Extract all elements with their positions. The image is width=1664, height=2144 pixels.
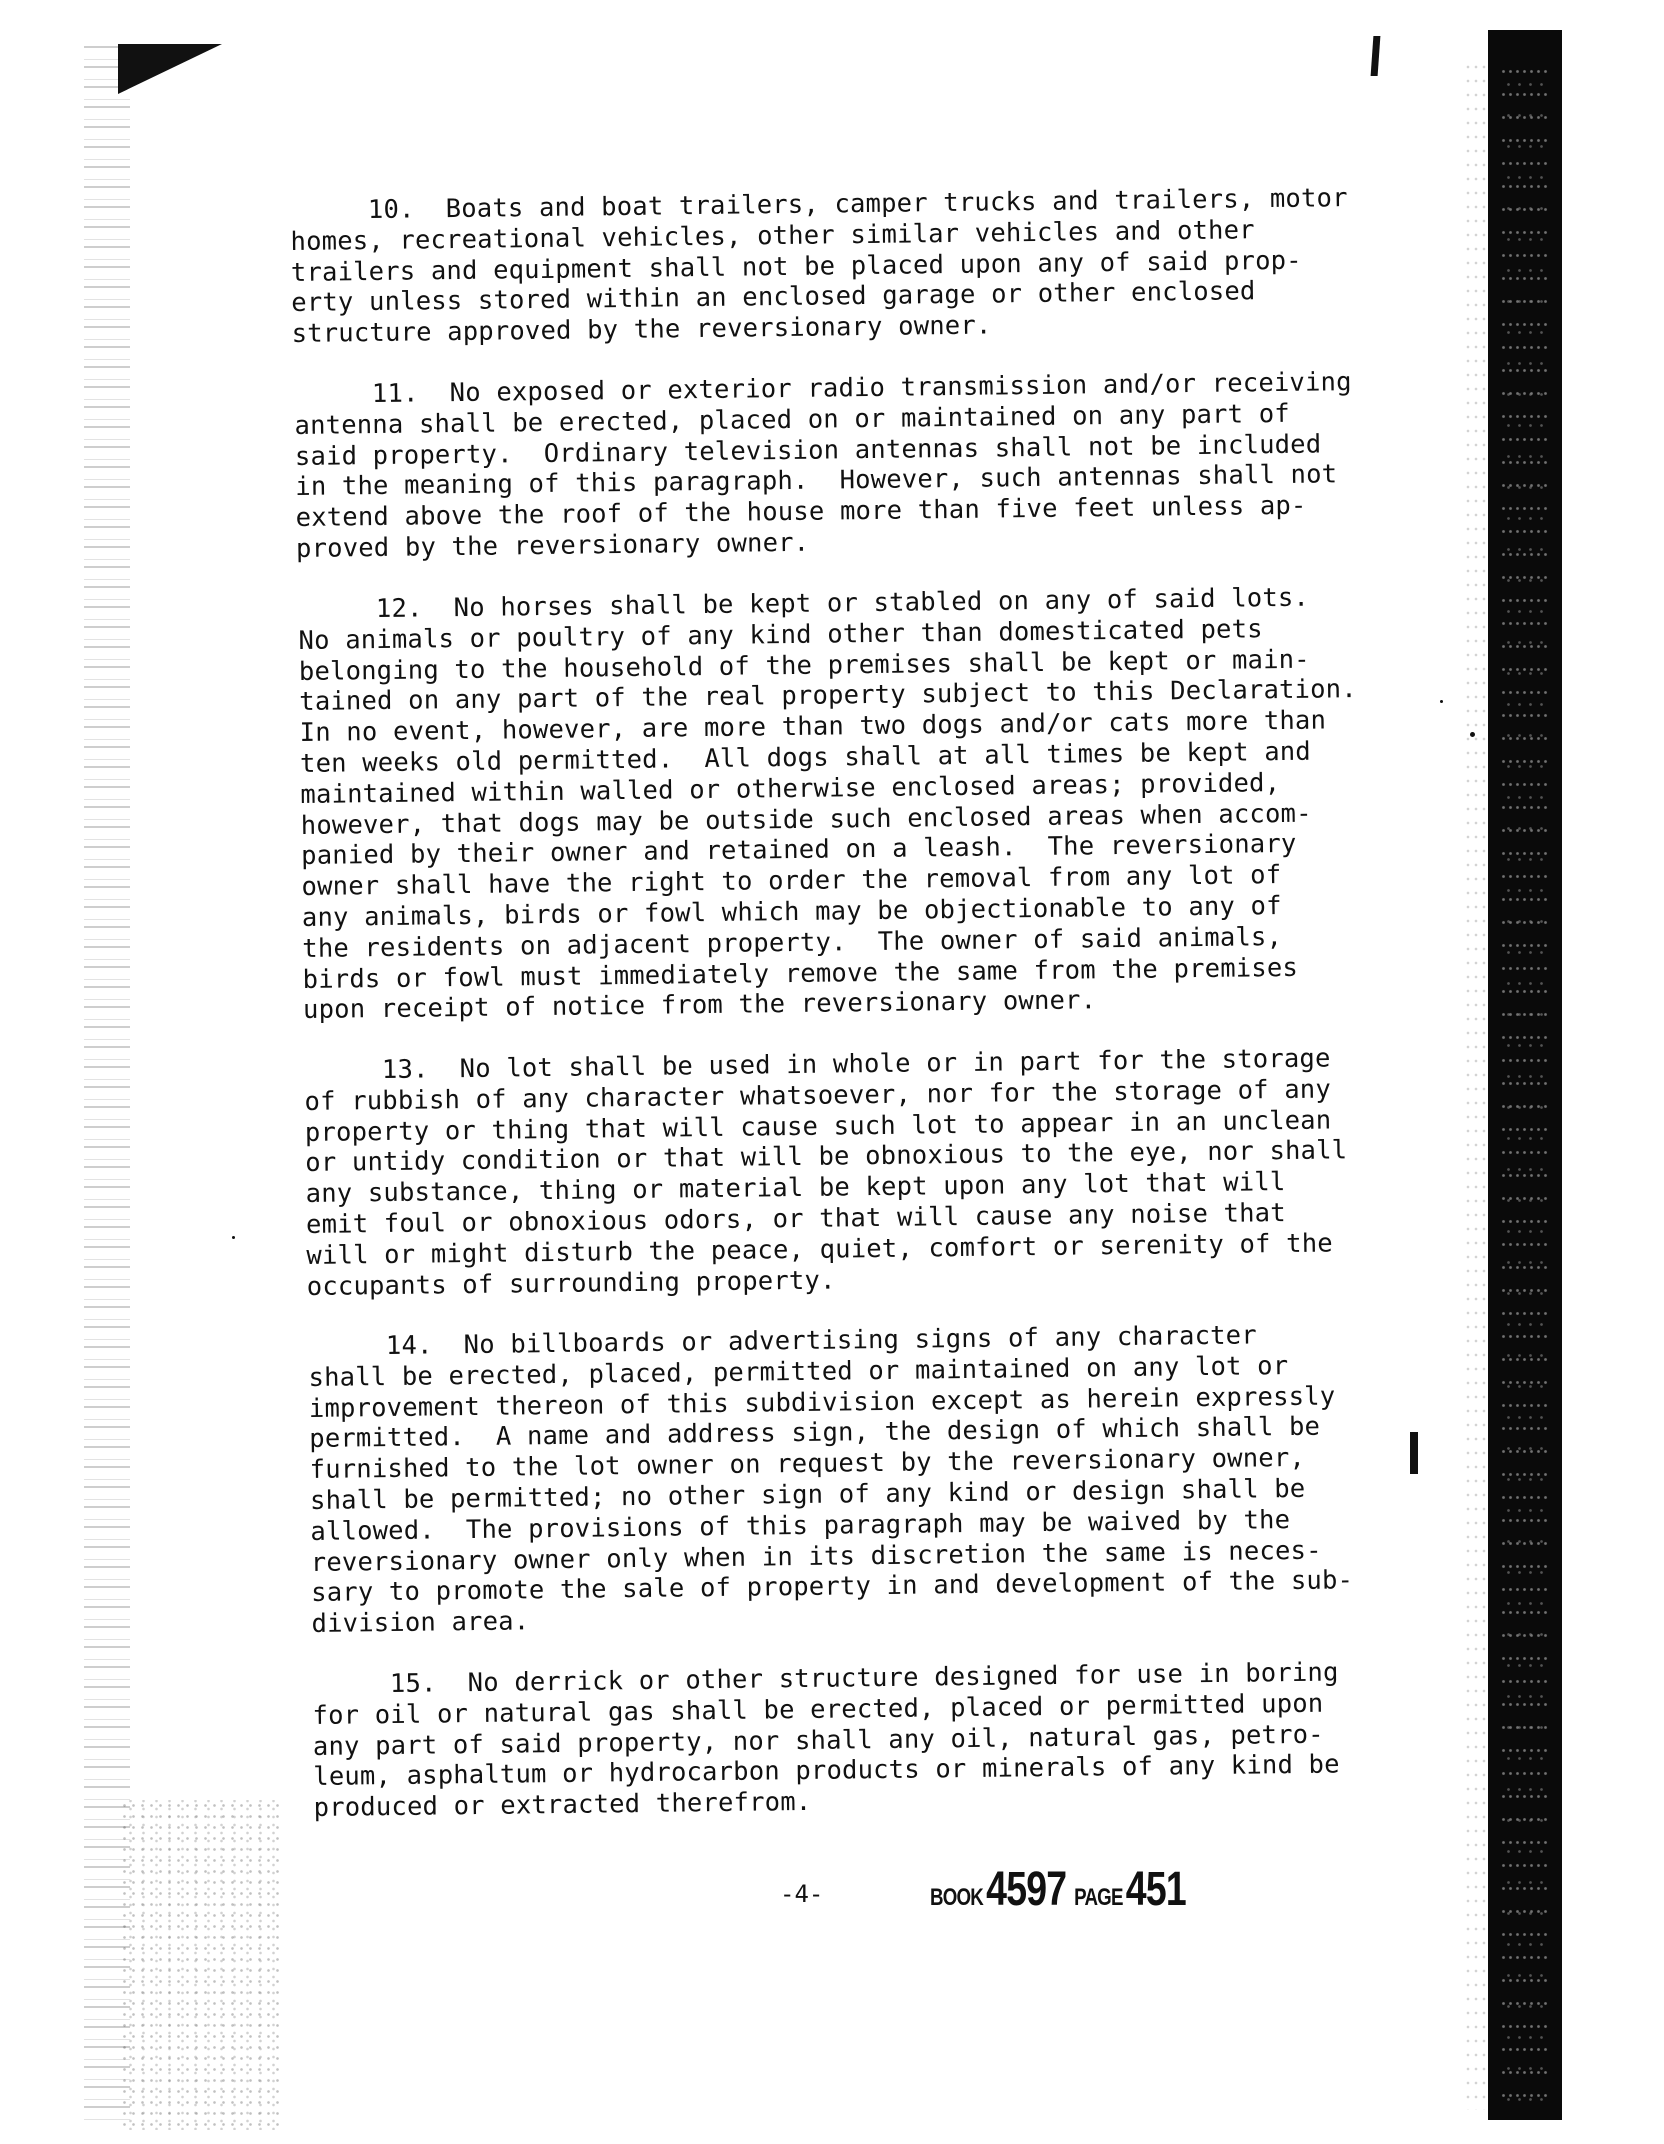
text-line: produced or extracted therefrom.: [313, 1787, 812, 1824]
document-body: [290, 183, 1420, 1854]
book-page-stamp: [930, 1862, 1194, 1917]
book-number: 4597: [986, 1863, 1067, 1916]
text-line: 14. No billboards or advertising signs of any character: [308, 1320, 1257, 1363]
text-line: 12. No horses shall be kept or stabled on any of said lots.: [298, 582, 1310, 625]
text-line: improvement thereon of this subdivision except as herein expressly: [308, 1381, 1336, 1424]
text-line: 15. No derrick or other structure designed for use in boring: [312, 1657, 1339, 1701]
text-line: structure approved by the reversionary owner.: [291, 310, 992, 350]
text-line: any substance, thing or material be kept upon any lot that will: [305, 1167, 1286, 1210]
text-line: owner shall have the right to order the removal from any lot of: [301, 859, 1282, 902]
text-line: property or thing that will cause such lot to appear in an unclean: [304, 1104, 1332, 1148]
scan-dot: [232, 1236, 235, 1239]
text-line: reversionary owner only when in its discretion the same is neces-: [310, 1535, 1322, 1578]
text-line: 11. No exposed or exterior radio transmission and/or receiving: [294, 367, 1352, 410]
scan-mark: [1371, 36, 1381, 76]
text-line: belonging to the household of the premises shall be kept or main-: [298, 644, 1310, 687]
text-line: furnished to the lot owner on request by the reversionary owner,: [309, 1443, 1306, 1486]
text-line: allowed. The provisions of this paragraph may be waived by the: [310, 1505, 1291, 1548]
text-line: maintained within walled or otherwise enclosed areas; provided,: [300, 767, 1281, 810]
scan-noise-artifact: [120, 1800, 280, 2130]
paragraph-12: [298, 581, 1425, 1026]
text-line: shall be erected, placed, permitted or maintained on any lot or: [308, 1351, 1289, 1394]
text-line: shall be permitted; no other sign of any kind or design shall be: [309, 1474, 1306, 1517]
text-line: in the meaning of this paragraph. However, such antennas shall not: [295, 459, 1338, 503]
text-line: division area.: [311, 1606, 530, 1640]
paragraph-10: [290, 182, 1422, 350]
paragraph-13: [304, 1042, 1423, 1302]
text-line: however, that dogs may be outside such enclosed areas when accom-: [300, 797, 1312, 841]
text-line: erty unless stored within an enclosed garage or other enclosed: [291, 276, 1256, 319]
text-line: proved by the reversionary owner.: [295, 527, 810, 564]
scan-speckle-artifact: [1500, 60, 1550, 2110]
text-line: 10. Boats and boat trailers, camper trucks and trailers, motor: [290, 183, 1348, 226]
text-line: emit foul or obnoxious odors, or that will cause any noise that: [305, 1197, 1286, 1240]
text-line: the residents on adjacent property. The owner of said animals,: [302, 921, 1283, 964]
scan-dot: [1470, 732, 1475, 737]
paragraph-11: [294, 366, 1422, 565]
text-line: leum, asphaltum or hydrocarbon products or minerals of any kind be: [313, 1750, 1340, 1793]
stamp-page-number: 451: [1125, 1863, 1186, 1916]
text-line: any animals, birds or fowl which may be objectionable to any of: [301, 890, 1282, 933]
scan-corner-artifact: [118, 44, 222, 94]
text-line: for oil or natural gas shall be erected, placed or permitted upon: [312, 1688, 1324, 1732]
text-line: homes, recreational vehicles, other similar vehicles and other: [290, 215, 1255, 257]
page-label: PAGE: [1074, 1884, 1123, 1911]
page-number: -4-: [780, 1880, 824, 1908]
text-line: any part of said property, nor shall any oil, natural gas, petro-: [312, 1719, 1324, 1762]
text-line: trailers and equipment shall not be placed upon any of said prop-: [290, 245, 1302, 288]
text-line: In no event, however, are more than two dogs and/or cats more than: [299, 705, 1327, 748]
scan-edge-noise-artifact: [1464, 60, 1488, 2110]
text-line: will or might disturb the peace, quiet, comfort or serenity of the: [306, 1228, 1334, 1271]
scan-dot: [1440, 700, 1443, 703]
book-label: BOOK: [930, 1884, 984, 1911]
text-line: upon receipt of notice from the reversionary owner.: [302, 985, 1097, 1026]
text-line: or untidy condition or that will be obnoxious to the eye, nor shall: [305, 1135, 1348, 1179]
text-line: sary to promote the sale of property in and development of the sub-: [311, 1565, 1354, 1609]
text-line: antenna shall be erected, placed on or maintained on any part of: [294, 398, 1291, 441]
text-line: extend above the roof of the house more than five feet unless ap-: [295, 490, 1307, 534]
text-line: occupants of surrounding property.: [306, 1265, 836, 1302]
text-line: said property. Ordinary television antennas shall not be included: [294, 429, 1322, 472]
text-line: ten weeks old permitted. All dogs shall at all times be kept and: [299, 736, 1312, 779]
text-line: permitted. A name and address sign, the design of which shall be: [309, 1412, 1321, 1455]
text-line: panied by their owner and retained on a leash. The reversionary: [301, 828, 1297, 872]
text-line: birds or fowl must immediately remove the same from the premises: [302, 952, 1299, 995]
text-line: 13. No lot shall be used in whole or in part for the storage: [304, 1043, 1331, 1086]
text-line: No animals or poultry of any kind other than domesticated pets: [298, 613, 1263, 656]
paragraph-15: [312, 1657, 1422, 1825]
text-line: of rubbish of any character whatsoever, nor for the storage of any: [304, 1074, 1332, 1117]
text-line: tained on any part of the real property subject to this Declaration.: [299, 674, 1357, 718]
paragraph-14: [308, 1319, 1424, 1641]
